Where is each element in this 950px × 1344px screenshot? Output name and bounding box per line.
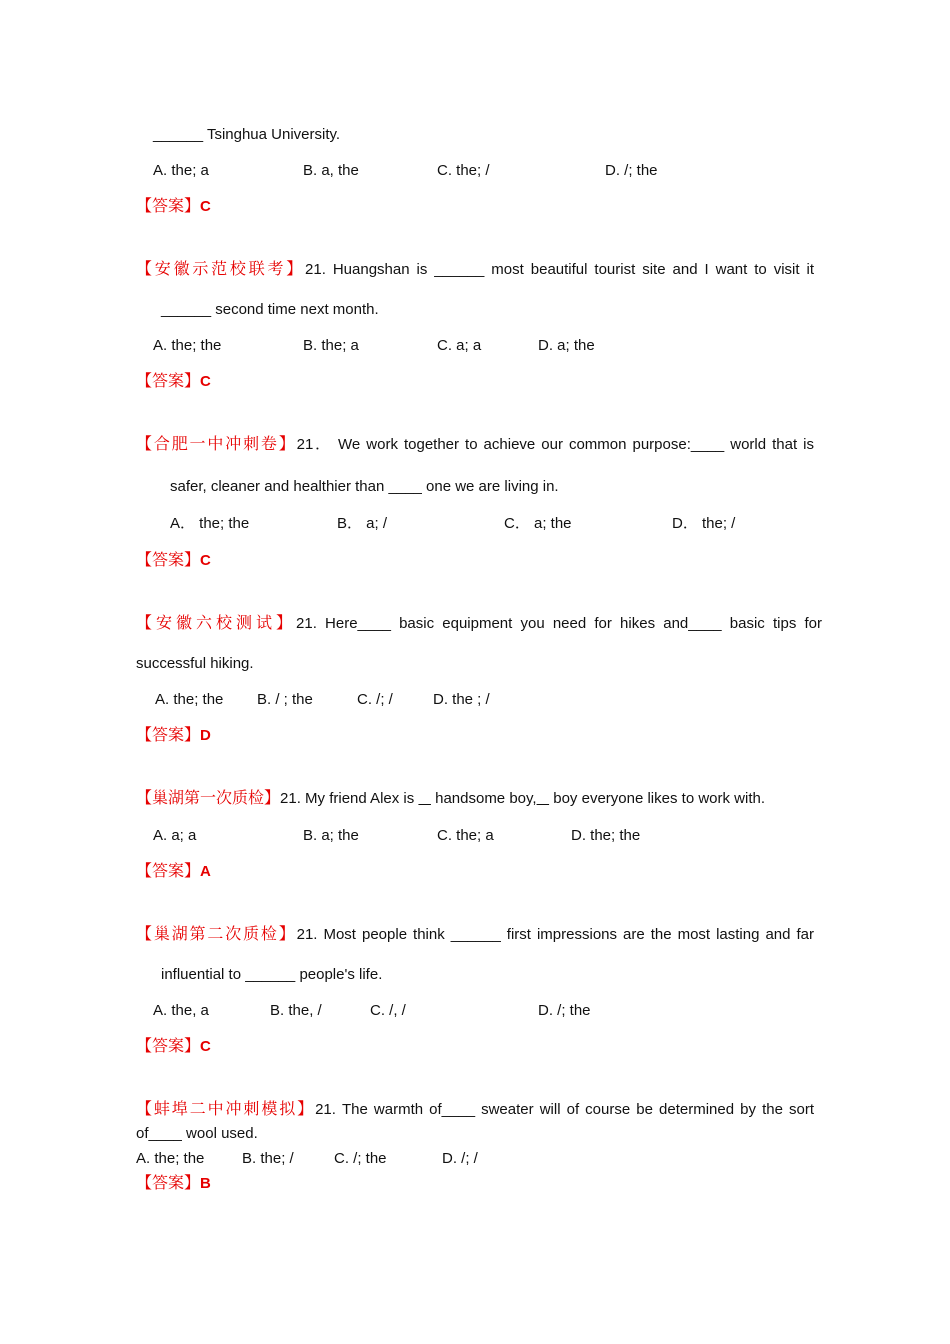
- q0-option-d: D. /; the: [605, 162, 658, 179]
- answer-label: 【答案】: [136, 863, 201, 880]
- q1-option-a: A. the; the: [153, 337, 222, 354]
- q4-stem-text-a: 21. My friend Alex is: [280, 790, 419, 807]
- answer-value: C: [200, 552, 211, 569]
- q3-stem-line2: successful hiking.: [136, 655, 254, 672]
- q2-stem-text: 21． We work together to achieve our common purpose:____ world that is: [296, 436, 814, 453]
- q1-stem-text: 21. Huangshan is ______ most beautiful tourist site and I want to visit it: [305, 261, 814, 278]
- answer-label: 【答案】: [136, 1038, 201, 1055]
- q2-option-b: B． a; /: [337, 515, 388, 532]
- q6-stem-line1: [136, 1100, 814, 1120]
- q2-stem-line1: [136, 435, 814, 455]
- q6-stem-line2: of____ wool used.: [136, 1125, 258, 1142]
- q4-stem-line1: [136, 789, 765, 809]
- q4-source-tag: 【巢湖第一次质检】: [136, 790, 281, 807]
- q6-option-a: A. the; the: [136, 1150, 205, 1167]
- q3-stem-text: 21. Here____ basic equipment you need for hikes and____ basic tips for: [296, 615, 822, 632]
- q2-answer: [136, 551, 211, 571]
- q4-stem-text-b: handsome boy,: [430, 790, 537, 807]
- q4-answer: [136, 862, 211, 882]
- q5-stem-line2: influential to ______ people's life.: [161, 966, 383, 983]
- q4-option-a: A. a; a: [153, 827, 197, 844]
- q6-option-b: B. the; /: [242, 1150, 294, 1167]
- q6-option-c: C. /; the: [334, 1150, 387, 1167]
- q4-option-b: B. a; the: [303, 827, 359, 844]
- q6-stem-text: 21. The warmth of____ sweater will of course be determined by the sort: [315, 1101, 814, 1118]
- answer-value: C: [200, 1038, 211, 1055]
- q6-source-tag: 【蚌埠二中冲刺模拟】: [136, 1101, 316, 1118]
- q3-option-c: C. /; /: [357, 691, 393, 708]
- answer-value: B: [200, 1175, 211, 1192]
- q4-option-c: C. the; a: [437, 827, 494, 844]
- q2-option-d: D． the; /: [672, 515, 736, 532]
- q4-stem-text-c: boy everyone likes to work with.: [549, 790, 766, 807]
- answer-label: 【答案】: [136, 1175, 201, 1192]
- q0-stem-line: ______ Tsinghua University.: [153, 126, 341, 143]
- answer-label: 【答案】: [136, 373, 201, 390]
- q5-option-d: D. /; the: [538, 1002, 591, 1019]
- q1-stem-line1: [136, 260, 814, 280]
- q5-stem-text: 21. Most people think ______ first impressions are the most lasting and far: [296, 926, 814, 943]
- q1-answer: [136, 372, 211, 392]
- q0-option-c: C. the; /: [437, 162, 490, 179]
- q3-source-tag: 【安徽六校测试】: [136, 615, 297, 632]
- q1-option-c: C. a; a: [437, 337, 482, 354]
- q6-option-d: D. /; /: [442, 1150, 478, 1167]
- answer-value: C: [200, 198, 211, 215]
- answer-value: A: [200, 863, 211, 880]
- q4-blank-2: [537, 790, 550, 807]
- q5-option-a: A. the, a: [153, 1002, 209, 1019]
- q1-option-d: D. a; the: [538, 337, 595, 354]
- q0-answer: [136, 197, 211, 217]
- q2-option-c: C． a; the: [504, 515, 572, 532]
- q5-source-tag: 【巢湖第二次质检】: [136, 926, 297, 943]
- q2-option-a: A． the; the: [170, 515, 250, 532]
- q3-stem-line1: [136, 614, 822, 634]
- q3-option-b: B. / ; the: [257, 691, 313, 708]
- q4-blank-1: [418, 790, 431, 807]
- answer-label: 【答案】: [136, 552, 201, 569]
- answer-label: 【答案】: [136, 727, 201, 744]
- q3-option-a: A. the; the: [155, 691, 224, 708]
- q5-answer: [136, 1037, 211, 1057]
- q2-source-tag: 【合肥一中冲刺卷】: [136, 436, 297, 453]
- answer-value: D: [200, 727, 211, 744]
- q0-option-b: B. a, the: [303, 162, 359, 179]
- answer-label: 【答案】: [136, 198, 201, 215]
- q5-stem-line1: [136, 925, 814, 945]
- q1-source-tag: 【安徽示范校联考】: [136, 261, 306, 278]
- q1-option-b: B. the; a: [303, 337, 359, 354]
- q6-answer: [136, 1174, 211, 1194]
- q4-option-d: D. the; the: [571, 827, 641, 844]
- q5-option-b: B. the, /: [270, 1002, 322, 1019]
- q3-option-d: D. the ; /: [433, 691, 490, 708]
- answer-value: C: [200, 373, 211, 390]
- q1-stem-line2: ______ second time next month.: [161, 301, 379, 318]
- q3-answer: [136, 726, 211, 746]
- q0-option-a: A. the; a: [153, 162, 209, 179]
- q5-option-c: C. /, /: [370, 1002, 406, 1019]
- q2-stem-line2: safer, cleaner and healthier than ____ one we are living in.: [170, 478, 559, 495]
